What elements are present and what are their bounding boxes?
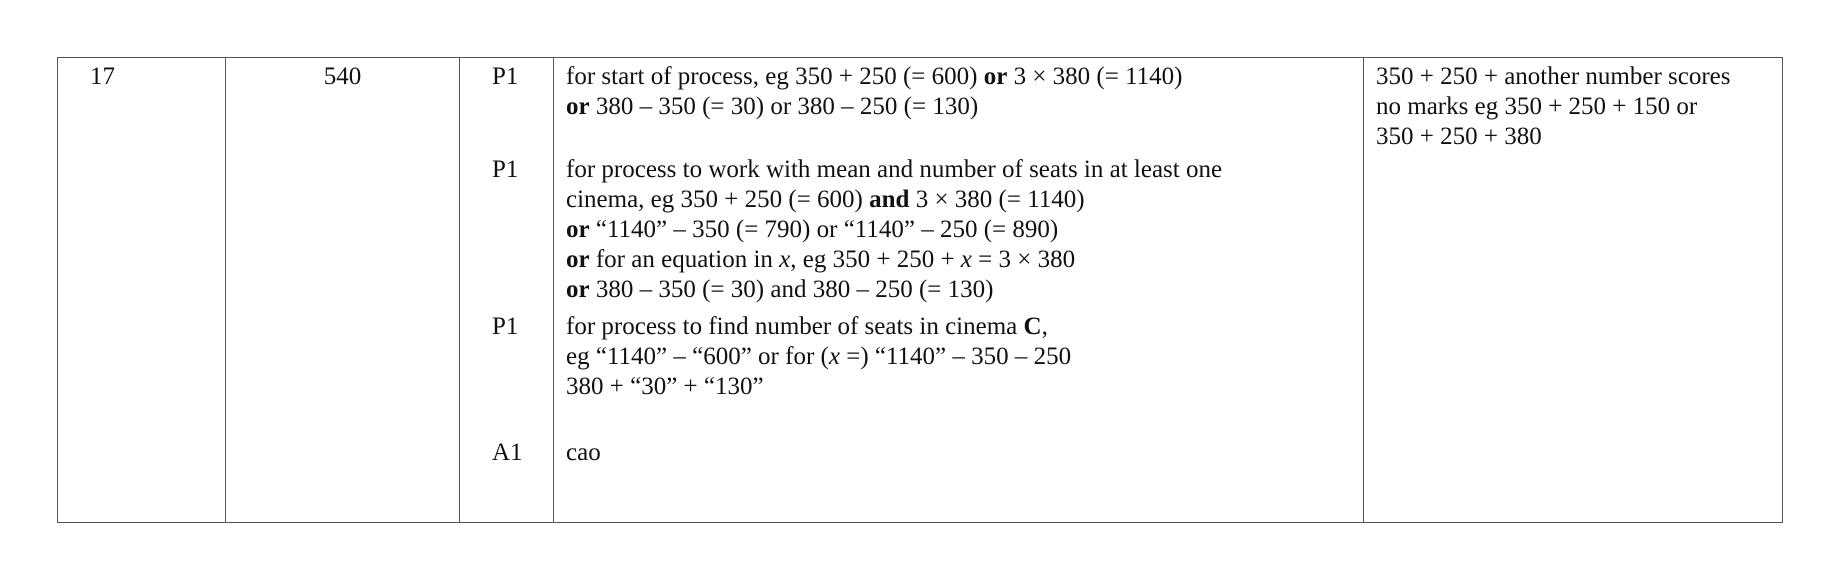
- mark-code-3: P1: [492, 313, 519, 340]
- note-keyword: or: [566, 216, 590, 243]
- note-text: eg “1140” – “600” or for (: [566, 343, 829, 370]
- mark-column: [460, 58, 554, 522]
- note-text: 380 + “30” + “130”: [566, 373, 764, 400]
- note-text: for process to find number of seats in cinema: [566, 313, 1024, 340]
- note-text: 380 – 350 (= 30) or 380 – 250 (= 130): [589, 93, 979, 120]
- mark-notes-3: [566, 312, 1071, 402]
- note-keyword: or: [566, 93, 590, 120]
- note-text: 3 × 380 (= 1140): [1007, 63, 1183, 90]
- answer-value: 540: [323, 63, 362, 90]
- notes-column: [554, 58, 1364, 522]
- comments: [1376, 62, 1774, 152]
- note-text: cinema, eg 350 + 250 (= 600): [566, 186, 870, 213]
- question-number: 17: [90, 63, 115, 90]
- note-line: [566, 342, 1071, 372]
- note-keyword: or: [983, 63, 1008, 90]
- note-line: [566, 92, 1182, 122]
- note-variable: x: [828, 343, 840, 370]
- note-line: [566, 215, 1222, 245]
- note-text: = 3 × 380: [971, 246, 1076, 273]
- note-keyword: or: [566, 276, 590, 303]
- note-line: [566, 438, 601, 468]
- mark-code-4: A1: [492, 439, 523, 466]
- note-text: for process to work with mean and number of seats in at least one: [566, 156, 1223, 183]
- note-text: ,: [1041, 313, 1048, 340]
- note-text: for start of process, eg 350 + 250 (= 600): [566, 63, 984, 90]
- note-line: [566, 245, 1222, 275]
- note-keyword: or: [566, 246, 590, 273]
- answer-column: [226, 58, 460, 522]
- note-keyword: C: [1023, 313, 1042, 340]
- mark-code-2: P1: [492, 156, 519, 183]
- comment-line: 350 + 250 + 380: [1376, 123, 1542, 150]
- note-line: [566, 155, 1222, 185]
- mark-code-1: P1: [492, 63, 519, 90]
- note-text: for an equation in: [589, 246, 780, 273]
- note-text: =) “1140” – 350 – 250: [839, 343, 1072, 370]
- note-text: , eg 350 + 250 +: [790, 246, 961, 273]
- note-text: cao: [566, 439, 601, 466]
- note-text: 380 – 350 (= 30) and 380 – 250 (= 130): [589, 276, 994, 303]
- mark-scheme-table: [57, 57, 1783, 523]
- note-keyword: and: [869, 186, 910, 213]
- comment-line: 350 + 250 + another number scores: [1376, 63, 1731, 90]
- note-line: [566, 312, 1071, 342]
- mark-notes-1: [566, 62, 1182, 122]
- note-variable: x: [779, 246, 791, 273]
- comments-column: [1364, 58, 1782, 522]
- comment-line: no marks eg 350 + 250 + 150 or: [1376, 93, 1698, 120]
- mark-notes-2: [566, 155, 1222, 305]
- question-column: [58, 58, 226, 522]
- mark-notes-4: [566, 438, 601, 468]
- note-line: [566, 372, 1071, 402]
- note-text: “1140” – 350 (= 790) or “1140” – 250 (= 890): [589, 216, 1059, 243]
- note-line: [566, 275, 1222, 305]
- note-variable: x: [960, 246, 972, 273]
- note-line: [566, 185, 1222, 215]
- note-line: [566, 62, 1182, 92]
- note-text: 3 × 380 (= 1140): [909, 186, 1085, 213]
